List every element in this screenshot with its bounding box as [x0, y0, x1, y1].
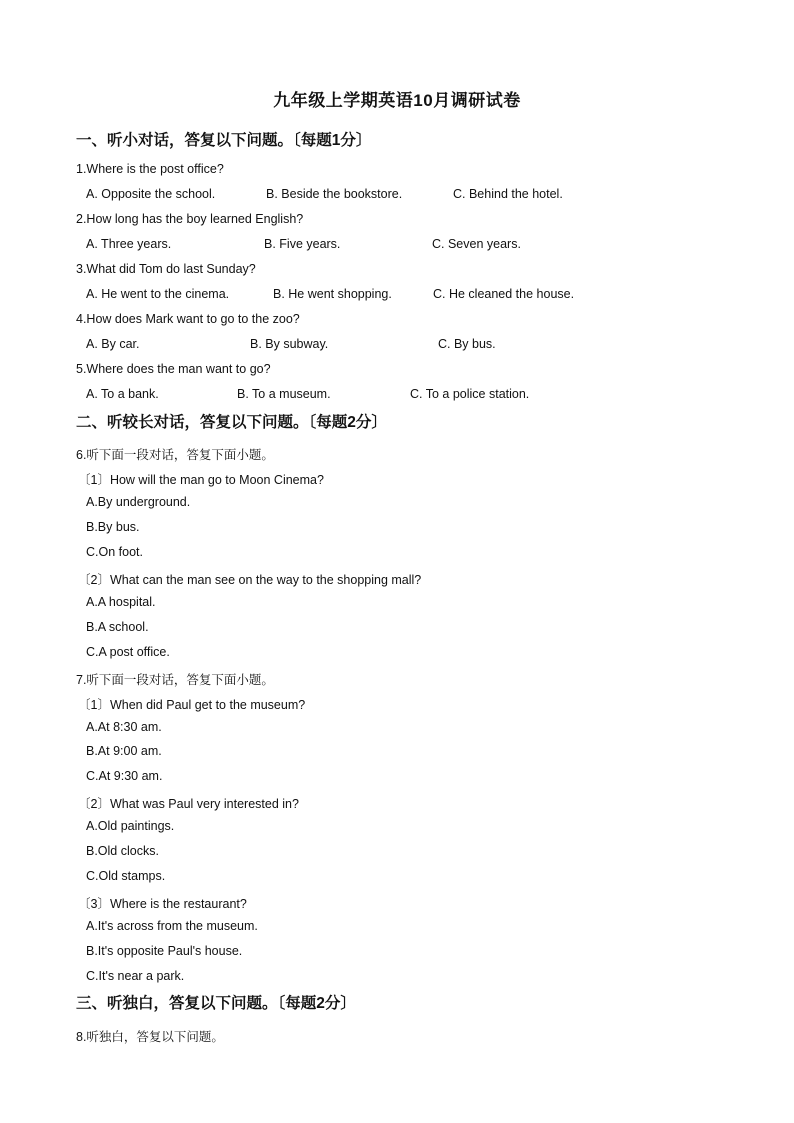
question-3-stem: 3.What did Tom do last Sunday? — [76, 262, 256, 276]
question-7-sub-2: 〔2〕What was Paul very interested in? — [78, 797, 299, 811]
question-6-2-option-c: C.A post office. — [86, 645, 170, 659]
question-1-option-c: C. Behind the hotel. — [453, 187, 563, 201]
question-1-option-a: A. Opposite the school. — [86, 187, 216, 201]
question-6-1-option-b: B.By bus. — [86, 520, 140, 534]
question-7-3-option-a: A.It's across from the museum. — [86, 919, 258, 933]
question-6-sub-1: 〔1〕How will the man go to Moon Cinema? — [78, 473, 324, 487]
question-7-sub-3: 〔3〕Where is the restaurant? — [78, 897, 247, 911]
question-3-option-b: B. He went shopping. — [273, 287, 392, 301]
question-2-stem: 2.How long has the boy learned English? — [76, 212, 304, 226]
question-7-2-option-b: B.Old clocks. — [86, 844, 159, 858]
question-1-stem: 1.Where is the post office? — [76, 162, 224, 176]
section-heading-1: 一、听小对话，答复以下问题。〔每题1分〕 — [76, 132, 372, 149]
page-title: 九年级上学期英语10月调研试卷 — [273, 91, 521, 110]
question-5-stem: 5.Where does the man want to go? — [76, 362, 271, 376]
question-7-1-option-a: A.At 8:30 am. — [86, 720, 162, 734]
question-4-option-c: C. By bus. — [438, 337, 496, 351]
question-6-sub-2: 〔2〕What can the man see on the way to the shopping mall? — [78, 573, 422, 587]
question-7-sub-1: 〔1〕When did Paul get to the museum? — [78, 698, 306, 712]
question-4-stem: 4.How does Mark want to go to the zoo? — [76, 312, 300, 326]
question-3-option-a: A. He went to the cinema. — [86, 287, 230, 301]
question-7-3-option-b: B.It's opposite Paul's house. — [86, 944, 243, 958]
question-4-option-b: B. By subway. — [250, 337, 329, 351]
section-heading-2: 二、听较长对话，答复以下问题。〔每题2分〕 — [76, 414, 387, 431]
question-5-option-b: B. To a museum. — [237, 387, 331, 401]
question-6-2-option-a: A.A hospital. — [86, 595, 156, 609]
question-7-2-option-a: A.Old paintings. — [86, 819, 175, 833]
question-2-option-c: C. Seven years. — [432, 237, 521, 251]
question-6-stem: 6.听下面一段对话，答复下面小题。 — [76, 448, 274, 462]
question-7-3-option-c: C.It's near a park. — [86, 969, 185, 983]
question-7-1-option-b: B.At 9:00 am. — [86, 744, 162, 758]
question-5-option-c: C. To a police station. — [410, 387, 530, 401]
question-2-option-a: A. Three years. — [86, 237, 172, 251]
question-2-option-b: B. Five years. — [264, 237, 341, 251]
question-8-stem: 8.听独白，答复以下问题。 — [76, 1030, 224, 1044]
question-6-2-option-b: B.A school. — [86, 620, 149, 634]
question-3-option-c: C. He cleaned the house. — [433, 287, 575, 301]
question-1-option-b: B. Beside the bookstore. — [266, 187, 403, 201]
question-6-1-option-a: A.By underground. — [86, 495, 191, 509]
section-heading-3: 三、听独白，答复以下问题。〔每题2分〕 — [76, 995, 356, 1012]
question-7-2-option-c: C.Old stamps. — [86, 869, 166, 883]
question-7-stem: 7.听下面一段对话，答复下面小题。 — [76, 673, 274, 687]
question-6-1-option-c: C.On foot. — [86, 545, 143, 559]
question-4-option-a: A. By car. — [86, 337, 140, 351]
question-5-option-a: A. To a bank. — [86, 387, 159, 401]
question-7-1-option-c: C.At 9:30 am. — [86, 769, 163, 783]
